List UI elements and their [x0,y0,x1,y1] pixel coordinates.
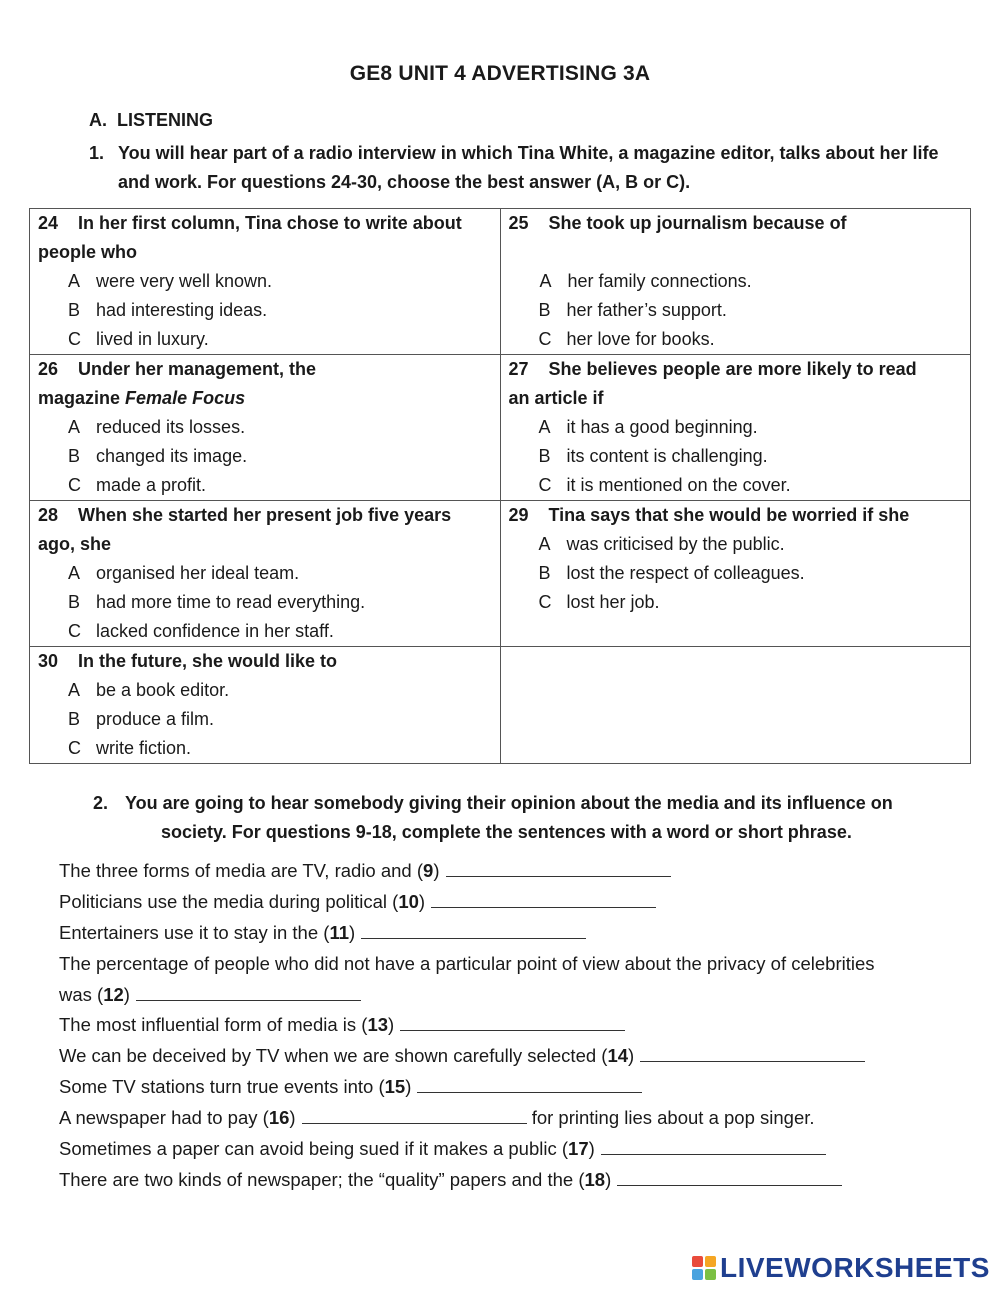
sentence-13: The most influential form of media is (13) [59,1009,959,1040]
answer-blank-14[interactable] [640,1047,865,1062]
option-b[interactable]: B had interesting ideas. [68,300,268,320]
option-b[interactable]: B lost the respect of colleagues. [538,563,805,583]
answer-blank-11[interactable] [361,924,586,939]
task-2-number: 2. [93,793,109,813]
question-number: 30 [38,651,59,671]
sentence-18: There are two kinds of newspaper; the “quality” papers and the (18) [59,1164,959,1195]
question-number: 26 [38,359,59,379]
task-1-text: You will hear part of a radio interview in which Tina White, a magazine editor, talks about her life and work. For questions 24-30, choose the best answer (A, B or C). [118,143,939,192]
answer-blank-18[interactable] [617,1171,842,1186]
answer-blank-17[interactable] [601,1140,826,1155]
sentence-16: A newspaper had to pay (16) for printing lies about a pop singer. [59,1107,815,1128]
option-c[interactable]: C her love for books. [538,329,715,349]
question-29 [500,501,971,647]
option-c[interactable]: C made a profit. [68,475,207,495]
question-26 [30,355,501,501]
question-stem: In the future, she would like to [78,651,338,671]
answer-blank-12[interactable] [136,986,361,1001]
task-2-text-line1: You are going to hear somebody giving their opinion about the media and its influence on [125,793,893,813]
task-1-instruction [89,139,959,197]
question-24 [30,209,501,355]
option-b[interactable]: B its content is challenging. [538,446,768,466]
question-25 [500,209,971,355]
question-stem: When she started her present job five years [78,505,452,525]
option-a[interactable]: A her family connections. [539,271,752,291]
liveworksheets-logo [692,1254,990,1282]
question-stem: She took up journalism because of [548,213,847,233]
question-number: 27 [508,359,529,379]
sentence-17: Sometimes a paper can avoid being sued if it makes a public (17) [59,1133,959,1164]
answer-blank-15[interactable] [417,1078,642,1093]
option-c[interactable]: C lacked confidence in her staff. [68,621,334,641]
option-b[interactable]: B changed its image. [68,446,248,466]
sentence-12: The percentage of people who did not have a particular point of view about the privacy of celebrities was (12) [59,953,875,1005]
worksheet-title: GE8 UNIT 4 ADVERTISING 3A [349,62,651,85]
logo-mark-icon [692,1256,716,1280]
question-stem-continued: people who [38,242,137,262]
option-a[interactable]: A reduced its losses. [68,417,246,437]
section-a-label: LISTENING [117,110,214,130]
question-28 [30,501,501,647]
option-b[interactable]: B produce a film. [68,709,215,729]
question-27 [500,355,971,501]
question-stem-continued: magazine [38,388,121,408]
option-a[interactable]: A were very well known. [68,271,273,291]
answer-blank-9[interactable] [446,862,671,877]
sentence-15: Some TV stations turn true events into (15) [59,1071,959,1102]
question-number: 25 [508,213,529,233]
question-number: 29 [508,505,529,525]
sentence-14: We can be deceived by TV when we are shown carefully selected (14) [59,1040,959,1071]
logo-wordmark: LIVEWORKSHEETS [720,1252,990,1283]
sentence-11: Entertainers use it to stay in the (11) [59,917,959,948]
option-a[interactable]: A it has a good beginning. [538,417,758,437]
question-number: 24 [38,213,59,233]
question-stem-continued: an article if [508,388,604,408]
question-stem: She believes people are more likely to read [548,359,917,379]
question-30 [30,647,501,764]
option-b[interactable]: B had more time to read everything. [68,592,366,612]
question-stem: Under her management, the [78,359,317,379]
section-a-heading [89,110,213,131]
sentence-9: The three forms of media are TV, radio and (9) [59,855,959,886]
task-1-number: 1. [89,143,105,163]
question-stem-continued: ago, she [38,534,112,554]
task-2-text-line2: society. For questions 9-18, complete the sentences with a word or short phrase. [161,822,852,842]
option-b[interactable]: B her father’s support. [538,300,727,320]
option-c[interactable]: C write fiction. [68,738,192,758]
magazine-title: Female Focus [125,388,246,408]
option-a[interactable]: A be a book editor. [68,680,230,700]
option-a[interactable]: A organised her ideal team. [68,563,300,583]
option-c[interactable]: C lost her job. [538,592,660,612]
sentence-10: Politicians use the media during political (10) [59,886,959,917]
answer-blank-13[interactable] [400,1016,625,1031]
option-c[interactable]: C lived in luxury. [68,329,209,349]
question-stem: In her first column, Tina chose to write about [78,213,462,233]
answer-blank-16[interactable] [302,1109,527,1124]
question-number: 28 [38,505,59,525]
question-stem: Tina says that she would be worried if she [548,505,910,525]
answer-blank-10[interactable] [431,893,656,908]
section-a-letter: A. [89,110,107,130]
option-a[interactable]: A was criticised by the public. [538,534,785,554]
multiple-choice-table [29,208,971,764]
empty-cell [500,647,971,764]
option-c[interactable]: C it is mentioned on the cover. [538,475,791,495]
